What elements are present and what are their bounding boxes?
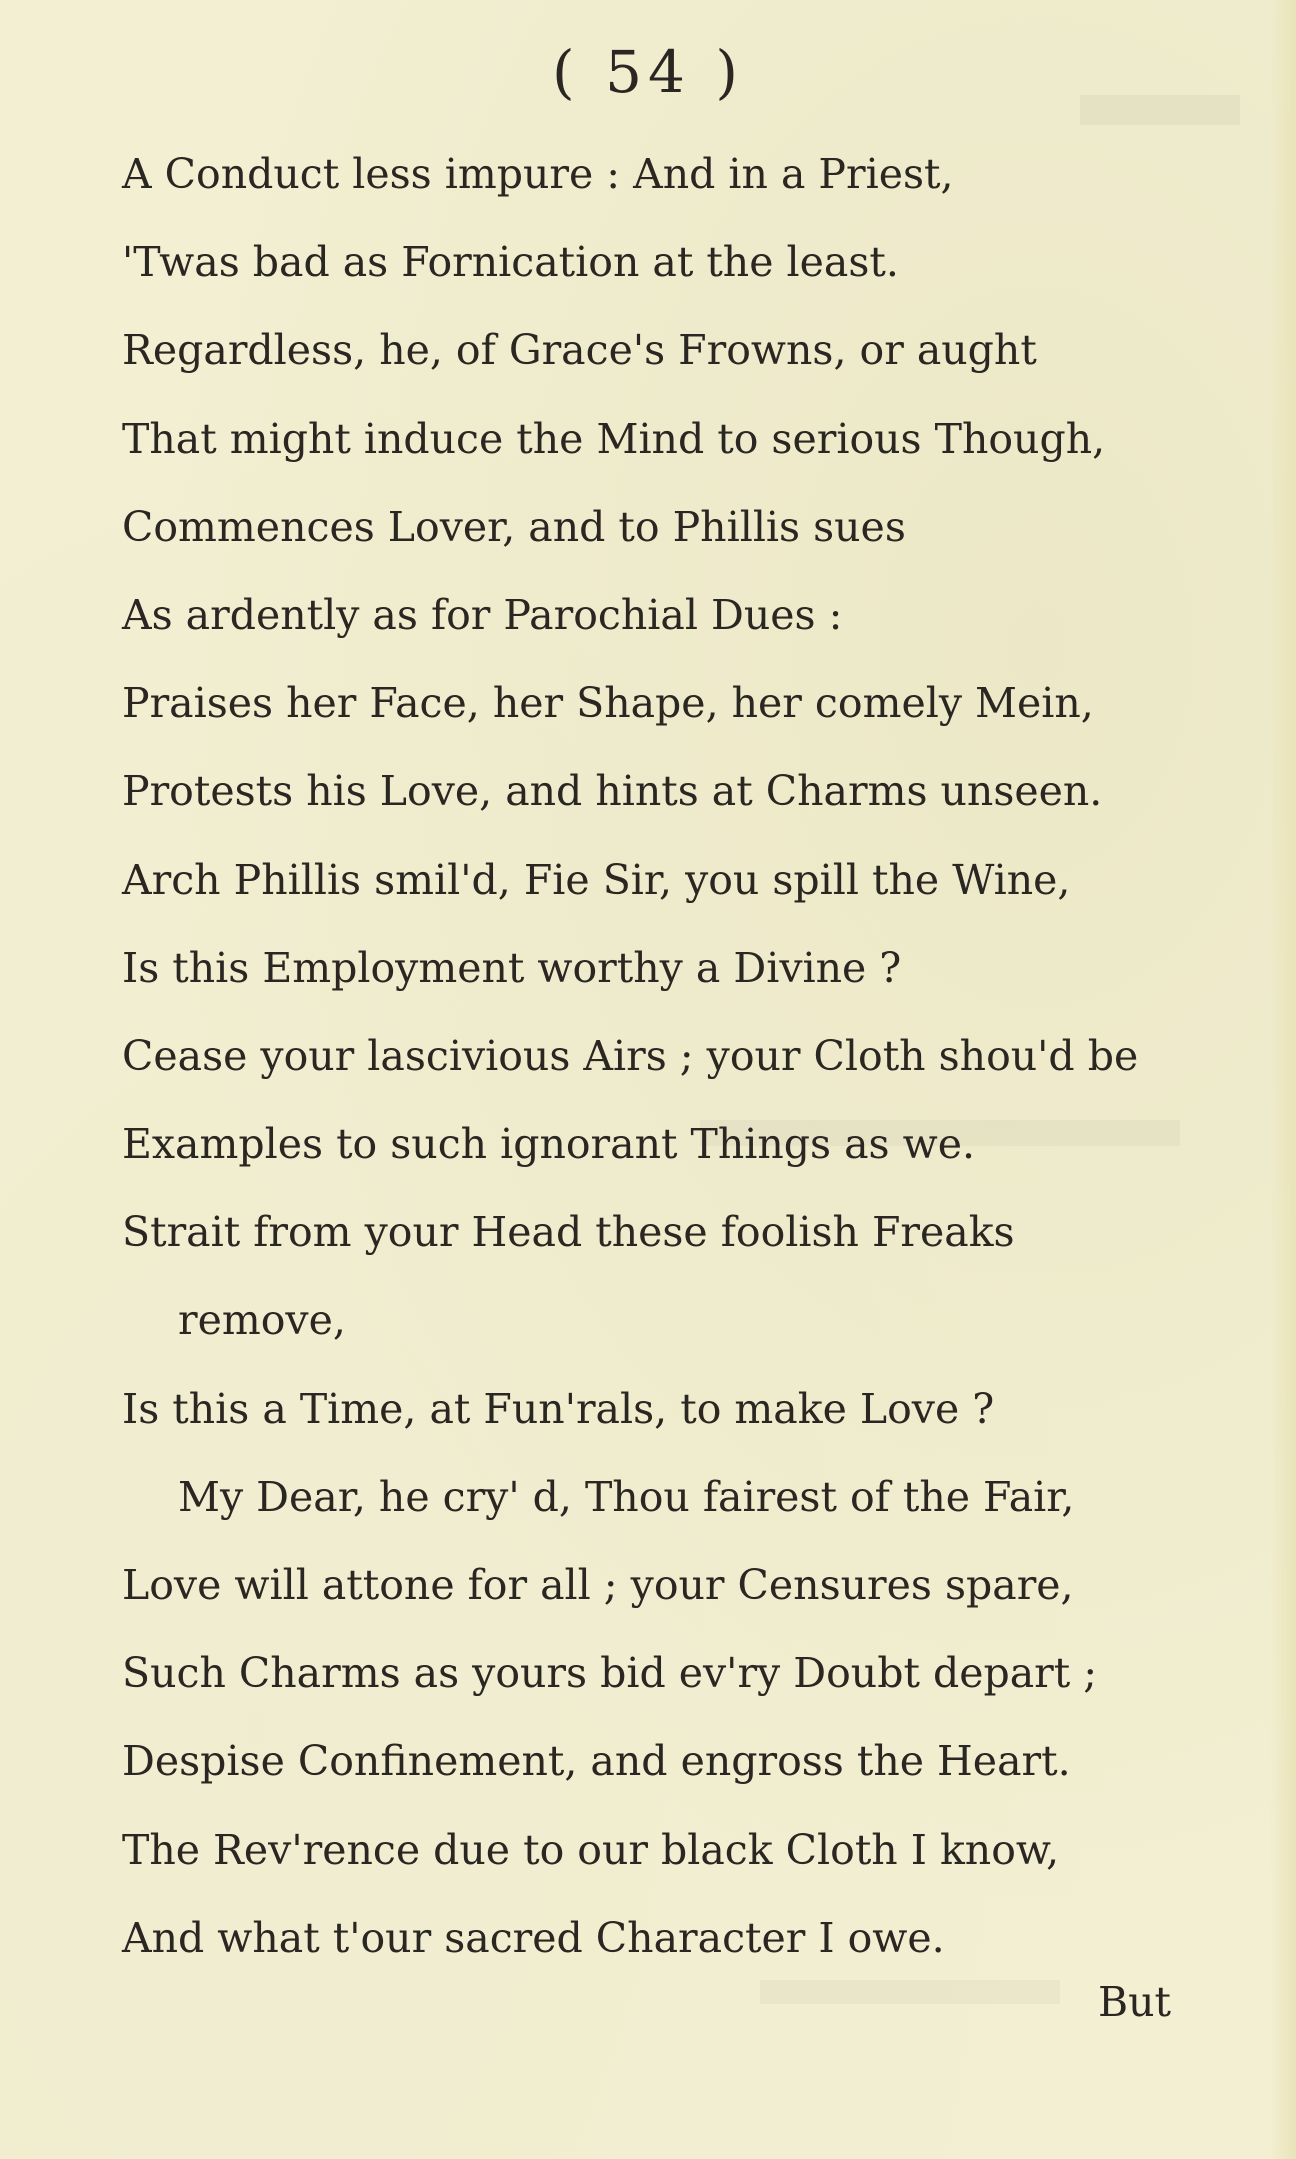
show-through-texture [760,1980,1060,2004]
poem-line: A Conduct less impure : And in a Priest, [122,150,954,198]
poem-line: Love will attone for all ; your Censures spare, [122,1561,1074,1609]
poem-line: Despise Confinement, and engross the Heart. [122,1737,1071,1786]
poem-line: Strait from your Head these foolish Freaks [122,1208,1015,1257]
poem-line: Such Charms as yours bid ev'ry Doubt depart ; [122,1649,1098,1698]
catchword: But [1097,1978,1171,2026]
poem-line: Regardless, he, of Grace's Frowns, or aught [122,326,1037,375]
poem-line: That might induce the Mind to serious Though, [122,414,1106,463]
poem-line-continuation: remove, [178,1296,346,1345]
poem-line: The Rev'rence due to our black Cloth I know, [122,1825,1060,1874]
poem-line: Examples to such ignorant Things as we. [122,1120,976,1169]
poem-text [122,130,1202,1982]
poem-line: Protests his Love, and hints at Charms unseen. [122,767,1103,816]
page-edge-shadow [1270,0,1296,2159]
poem-line: Is this a Time, at Fun'rals, to make Love ? [122,1384,995,1433]
poem-line: Commences Lover, and to Phillis sues [122,502,906,551]
poem-line: Praises her Face, her Shape, her comely Mein, [122,679,1094,728]
poem-line-indented: My Dear, he cry' d, Thou fairest of the Fair, [178,1472,1075,1521]
page-number: ( 54 ) [552,38,744,106]
poem-line: As ardently as for Parochial Dues : [122,590,843,639]
poem-line: Cease your lascivious Airs ; your Cloth shou'd be [122,1031,1139,1080]
poem-line: 'Twas bad as Fornication at the least. [122,238,899,287]
poem-line: Arch Phillis smil'd, Fie Sir, you spill the Wine, [122,855,1071,904]
poem-line: And what t'our sacred Character I owe. [122,1913,945,1962]
poem-line: Is this Employment worthy a Divine ? [122,943,902,992]
